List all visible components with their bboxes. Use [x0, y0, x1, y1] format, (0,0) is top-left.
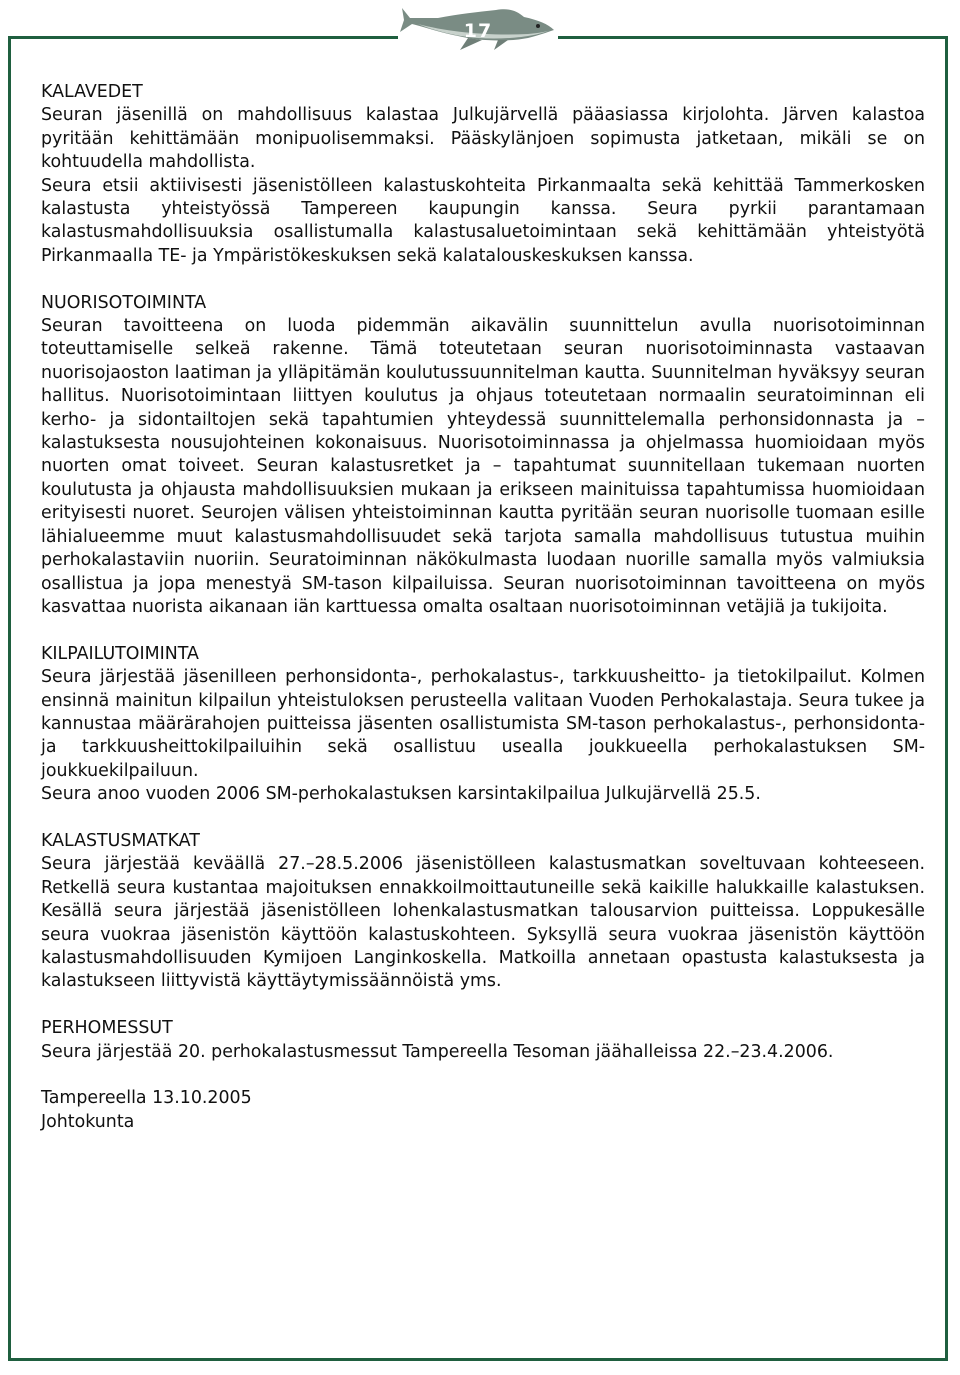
section-heading: KALASTUSMATKAT	[41, 830, 200, 851]
section-kalavedet	[41, 81, 925, 268]
section-heading: KILPAILUTOIMINTA	[41, 643, 199, 664]
paragraph: Seuran jäsenillä on mahdollisuus kalastaa Julkujärvellä pääasiassa kirjolohta. Järven kalastoa pyritään kehittämään monipuolisemmaksi. Pääskylänjoen sopimusta jatketaan, mikäli se on kohtuudella mahdollista.	[41, 105, 925, 173]
section-perhomessut	[41, 1017, 925, 1064]
signature-block	[41, 1087, 925, 1134]
section-heading: KALAVEDET	[41, 82, 143, 102]
salmon-icon	[398, 2, 558, 64]
signer: Johtokunta	[41, 1111, 135, 1132]
section-kilpailutoiminta	[41, 643, 925, 807]
paragraph: Seura etsii aktiivisesti jäsenistölleen kalastuskohteita Pirkanmaalta sekä kehittää Tammerkosken kalastusta yhteistyössä Tampereen kaupungin kanssa. Seura pyrkii parantamaan kalastusmahdollisuuksia osallistumalla kalastusaluetoimintaan sekä kehittämään yhteistyötä Pirkanmaalla TE- ja Ympäristökeskuksen sekä kalatalouskeskuksen kanssa.	[41, 175, 925, 266]
paragraph: Seura anoo vuoden 2006 SM-perhokalastuksen karsintakilpailua Julkujärvellä 25.5.	[41, 784, 761, 805]
section-kalastusmatkat	[41, 830, 925, 994]
paragraph: Seura järjestää jäsenilleen perhonsidonta-, perhokalastus-, tarkkuusheitto- ja tietokilpailut. Kolmen ensinnä mainitun kilpailun yhteistuloksen perusteella valitaan Vuoden Perhokalastaja. Seura tukee ja kannustaa määrärahojen puitteissa jäsenten osallistumista SM-tason perhokalastus-, perhonsidonta- ja tarkkuusheittokilpailuihin sekä osallistuu usealla joukkueella perhokalastuksen SM-joukkuekilpailuun.	[41, 667, 925, 781]
document-body	[41, 81, 925, 1134]
paragraph: Seuran tavoitteena on luoda pidemmän aikavälin suunnittelun avulla nuorisotoiminnan toteuttamiselle selkeä rakenne. Tämä toteutetaan seuran nuorisotoiminnasta vastaavan nuorisojaoston laatiman ja ylläpitämän koulutussuunnitelman kautta. Suunnitelman hyväksyy seuran hallitus. Nuorisotoimintaan liittyen koulutus ja ohjaus toteutetaan normaalin seuratoiminnan eli kerho- ja sidontailtojen sekä tapahtumien yhteydessä suunnittelemalla perhonsidonnasta ja – kalastuksesta nousujohteinen kokonaisuus. Nuorisotoiminnassa ja ohjelmassa huomioidaan myös nuorten omat toiveet. Seuran kalastusretket ja – tapahtumat suunnitellaan tukemaan nuorten koulutusta ja ohjausta mahdollisuuksien mukaan ja erikseen mainituissa tapahtumissa huomioidaan erityisesti nuoret. Seurojen välisen yhteistoiminnan kautta pyritään seuran nuorisolle tuomaan esille lähialueemme muut kalastusmahdollisuudet sekä tarjota samalla mahdollisuus tutustua muihin perhokalastaviin nuoriin. Seuratoiminnan näkökulmasta luodaan nuorille samalla myös valmiuksia osallistua ja jopa menestyä SM-tason kilpailuissa. Seuran nuorisotoiminnan tavoitteena on myös kasvattaa nuorista aikanaan iän karttuessa omalta osaltaan nuorisotoiminnan vetäjiä ja tukijoita.	[41, 316, 925, 617]
paragraph: Seura järjestää keväällä 27.–28.5.2006 jäsenistölleen kalastusmatkan soveltuvaan kohteeseen. Retkellä seura kustantaa majoituksen ennakkoilmoittautuneille sekä kaikille halukkaille kalastuksen. Kesällä seura järjestää jäsenistölleen lohenkalastusmatkan talousarvion puitteissa. Loppukesälle seura vuokraa jäsenistön käyttöön kalastuskohteen. Syksyllä seura vuokraa jäsenistön käyttöön kalastusmahdollisuuden Kymijoen Langinkoskella. Matkoilla annetaan opastusta kalastuksesta ja kalastukseen liittyvistä käyttäytymissäännöistä yms.	[41, 854, 925, 992]
section-heading: PERHOMESSUT	[41, 1018, 173, 1039]
section-nuorisotoiminta	[41, 292, 925, 620]
section-heading: NUORISOTOIMINTA	[41, 292, 207, 313]
page-number: 17	[463, 20, 493, 42]
place-date: Tampereella 13.10.2005	[41, 1088, 252, 1109]
paragraph: Seura järjestää 20. perhokalastusmessut Tampereella Tesoman jäähalleissa 22.–23.4.2006.	[41, 1041, 834, 1062]
